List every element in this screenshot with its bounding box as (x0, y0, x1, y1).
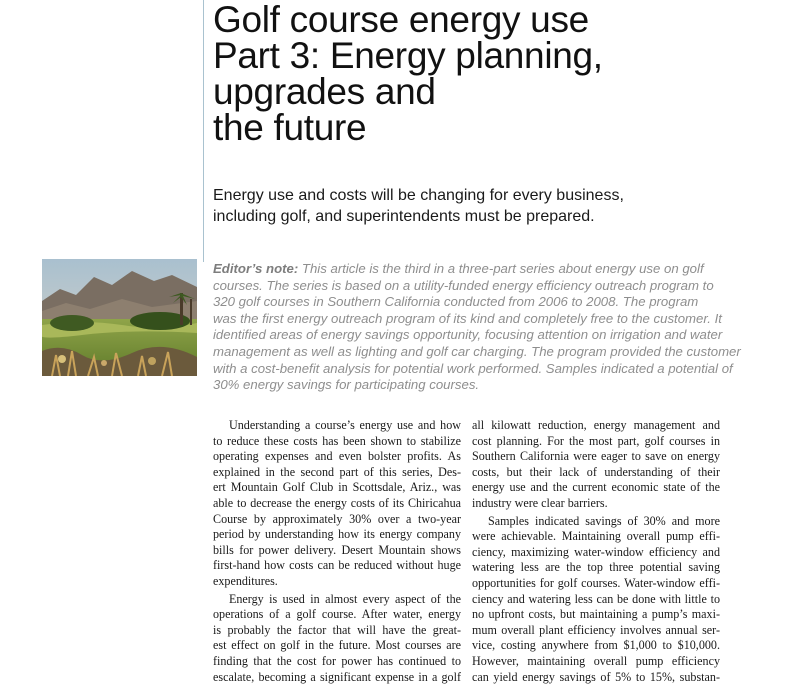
editors-note-line-6: management as well as lighting and golf car charging. The program provided the customer (213, 344, 783, 361)
editors-note-line-5: identified areas of energy savings opportunity, focusing attention on irrigation and water (213, 327, 783, 344)
body-line: Understanding a course’s energy use and how (213, 418, 461, 434)
editors-note-line-8: 30% energy savings for participating courses. (213, 377, 783, 394)
body-line: Southern California were eager to save on energy (472, 449, 720, 465)
body-line: is probably the factor that will have the great- (213, 623, 461, 639)
body-line: first-hand how costs can be reduced without huge (213, 558, 461, 574)
body-line: able to decrease the energy costs of its Chiricahua (213, 496, 461, 512)
editors-note-line-1: Editor’s note: This article is the third in a three-part series about energy use on golf (213, 261, 783, 278)
paragraph (472, 418, 720, 512)
body-line: watering less are the top three potential saving (472, 560, 720, 576)
body-line: ciency and watering less can be done with little to (472, 592, 720, 608)
article-subtitle (213, 185, 783, 227)
paragraph (213, 418, 461, 590)
body-line: escalate, becoming a significant expense in a golf (213, 670, 461, 685)
body-line: no upfront costs, but maintaining a pump’s maxi- (472, 607, 720, 623)
body-line: ciency, maximizing water-window efficiency and (472, 545, 720, 561)
body-column-1 (213, 418, 461, 685)
body-line: est effect on golf in the future. Most courses are (213, 638, 461, 654)
title-line-3: upgrades and (213, 74, 789, 110)
body-line: vice, costing anywhere from $1,000 to $10,000. (472, 638, 720, 654)
body-line: cost planning. For the most part, golf courses in (472, 434, 720, 450)
editors-note-line-7: with a cost-benefit analysis for potential work performed. Samples indicated a potential of (213, 361, 783, 378)
body-line: period by understanding how its energy company (213, 527, 461, 543)
column-divider-rule (203, 0, 204, 262)
body-column-2 (472, 418, 720, 685)
body-line: energy use and the current economic state of the (472, 480, 720, 496)
body-line: can yield energy savings of 5% to 15%, substan- (472, 670, 720, 685)
body-line: to reduce these costs has been shown to stabilize (213, 434, 461, 450)
editors-note-line-4: was the first energy outreach program of its kind and completely free to the customer. It (213, 311, 783, 328)
editors-note-line-2: courses. The series is based on a utility-funded energy efficiency outreach program to (213, 278, 783, 295)
editors-note (213, 261, 783, 394)
body-line: bills for power delivery. Desert Mountain shows (213, 543, 461, 559)
editors-note-label: Editor’s note: (213, 261, 298, 276)
body-line: costs, but their lack of understanding of their (472, 465, 720, 481)
paragraph (213, 592, 461, 685)
subtitle-line-1: Energy use and costs will be changing for every business, (213, 185, 783, 206)
body-line: Samples indicated savings of 30% and more (472, 514, 720, 530)
body-line: mum overall plant efficiency involves annual ser- (472, 623, 720, 639)
body-line: Energy is used in almost every aspect of the (213, 592, 461, 608)
body-line: industry were clear barriers. (472, 496, 720, 512)
body-line: were achievable. Maintaining overall pump effi- (472, 529, 720, 545)
article-title (213, 2, 789, 146)
body-line: expenditures. (213, 574, 461, 590)
golf-course-photo (42, 259, 197, 376)
body-line: opportunities for golf courses. Water-window effi- (472, 576, 720, 592)
body-line: operating expenses and even bolster profits. As (213, 449, 461, 465)
paragraph (472, 514, 720, 685)
body-line: finding that the cost for power has continued to (213, 654, 461, 670)
title-line-1: Golf course energy use (213, 2, 789, 38)
subtitle-line-2: including golf, and superintendents must be prepared. (213, 206, 783, 227)
body-line: operations of a golf course. After water, energy (213, 607, 461, 623)
body-line: Course by approximately 30% over a two-year (213, 512, 461, 528)
body-line: all kilowatt reduction, energy management and (472, 418, 720, 434)
title-line-4: the future (213, 110, 789, 146)
body-line: explained in the second part of this series, Des- (213, 465, 461, 481)
title-line-2: Part 3: Energy planning, (213, 38, 789, 74)
editors-note-line-3: 320 golf courses in Southern California conducted from 2006 to 2008. The program (213, 294, 783, 311)
body-line: However, maintaining overall pump efficiency (472, 654, 720, 670)
body-line: ert Mountain Golf Club in Scottsdale, Ariz., was (213, 480, 461, 496)
